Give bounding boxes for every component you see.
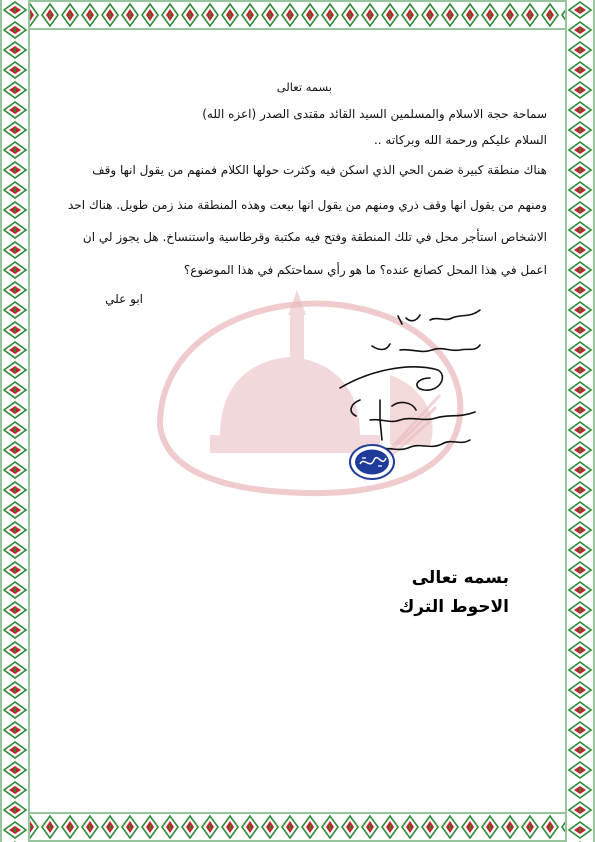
border-pattern-left [0, 0, 30, 842]
reply-bismillah: بسمه تعالى [411, 568, 509, 588]
letter-body-line: ومنهم من يقول انها وقف ذري ومنهم من يقول انها بيعت وهذه المنطقة منذ زمن طويل. هناك احد [68, 198, 547, 212]
letter-sender: ابو علي [105, 292, 143, 306]
letter-addressee: سماحة حجة الاسلام والمسلمين السيد القائد مقتدى الصدر (اعزه الله) [202, 107, 547, 121]
border-pattern-bottom [0, 812, 595, 842]
border-pattern-top [0, 0, 595, 30]
letter-bismillah: بسمه تعالى [276, 80, 332, 94]
letter-greeting: السلام عليكم ورحمة الله وبركاته .. [373, 133, 547, 147]
handwritten-answer-and-seal [320, 300, 490, 485]
letter-body-line: الاشخاص استأجر محل في تلك المنطقة وفتح فيه مكتبة وقرطاسية واستنساخ. هل يجوز لي ان [82, 230, 547, 244]
border-pattern-right [565, 0, 595, 842]
letter-body-line: اعمل في هذا المحل كصانع عنده؟ ما هو رأي سماحتكم في هذا الموضوع؟ [183, 263, 547, 277]
letter-body-line: هناك منطقة كبيرة ضمن الحي الذي اسكن فيه وكثرت حولها الكلام فمنهم من يقول انها وقف [92, 163, 547, 177]
seal-stamp [350, 445, 394, 479]
reply-answer: الاحوط الترك [398, 597, 509, 617]
